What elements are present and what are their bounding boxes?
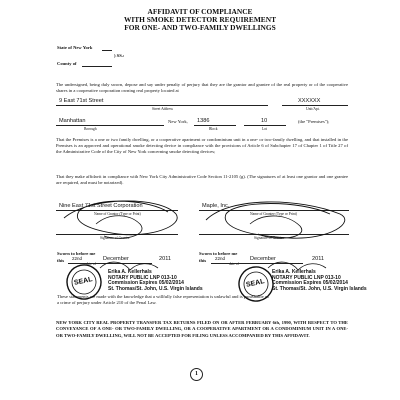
notary-right-name: Erika A. Kellerhals bbox=[272, 269, 316, 275]
unit-value: XXXXXX bbox=[298, 98, 321, 104]
left-notary-signature bbox=[100, 262, 158, 270]
sworn-left-year: 2011 bbox=[159, 256, 172, 262]
notary-left-commission: Commission Expires 05/02/2014 bbox=[108, 280, 184, 287]
title-line-1: AFFIDAVIT OF COMPLIANCE bbox=[147, 7, 253, 16]
affidavit-paragraph: That they make affidavit in compliance with New York City Administrative Code Section 11-2105 (g). (The signatures of at least one grantor and one grantee are required, and must be notarized). bbox=[56, 174, 348, 185]
title-line-2: WITH SMOKE DETECTOR REQUIREMENT bbox=[123, 15, 276, 25]
lot-caption: Lot bbox=[262, 127, 267, 131]
grantee-name-caption: Name of Grantee (Type or Print) bbox=[250, 212, 297, 216]
grantee-signature-caption: Signature of Grantee bbox=[254, 236, 284, 240]
perjury-line-1: These statements are made with the knowledge that a willfully false representation is unlawful and is punishable as bbox=[57, 294, 269, 299]
notary-left-name: Erika A. Kellerhals bbox=[108, 269, 152, 275]
block-value: 1386 bbox=[197, 118, 210, 124]
borough-value: Manhattan bbox=[59, 118, 86, 124]
grantee-signature-scribble bbox=[206, 202, 345, 238]
sworn-left-day: 22nd bbox=[72, 256, 83, 261]
notary-right-location: St. Thomas/St. John, U.S. Virgin Islands bbox=[272, 285, 367, 292]
grantor-signature-caption: Signature of Grantor bbox=[100, 236, 130, 240]
county-label: County of bbox=[57, 61, 77, 66]
sworn-left-line1: Sworn to before me bbox=[57, 251, 96, 256]
filing-requirement-paragraph: NEW YORK CITY REAL PROPERTY TRANSFER TAX RETURNS FILED ON OR AFTER FEBRUARY 6th, 1990, WITH RESPECT TO THE CONVEYANCE OF A ONE- OR TWO-FAMILY DWELLING, OR A COOPERATIVE APARTMENT OR A CONDOMINIUM UNIT IN A ONE- OR TWO-FAMILY DWELLING, WILL NOT BE ACCEPTED FOR FILING UNLESS ACCOMPANIED BY THIS AFFIDAVIT. bbox=[56, 320, 348, 338]
grantor-name-caption: Name of Grantor (Type or Print) bbox=[94, 212, 141, 216]
title-line-3: FOR ONE- AND TWO-FAMILY DWELLINGS bbox=[124, 23, 276, 33]
sworn-right-day-label: date of bbox=[229, 262, 239, 266]
city-label: New York, bbox=[168, 119, 188, 124]
ss-label: ) SS.: bbox=[114, 53, 125, 58]
lot-value: 10 bbox=[261, 118, 268, 124]
grantee-name-value: Maple, Inc. bbox=[202, 203, 230, 209]
notary-left-title: NOTARY PUBLIC LNP 013-10 bbox=[108, 274, 177, 281]
sworn-left-month: December bbox=[103, 256, 129, 262]
perjury-line-2: a crime of perjury under Article 210 of the Penal Law. bbox=[57, 299, 157, 305]
right-notary-signature bbox=[268, 262, 326, 270]
intro-paragraph: The undersigned, being duly sworn, depose and say under penalty of perjury that they are the grantor and grantee of the real property or of the cooperative shares in a cooperative corporation owning real property located at bbox=[56, 82, 348, 93]
left-seal-text: SEAL bbox=[73, 276, 94, 287]
street-caption: Street Address bbox=[152, 107, 173, 111]
state-label: State of New York bbox=[57, 45, 93, 50]
sworn-left-this: this bbox=[57, 258, 65, 263]
sworn-right-line1: Sworn to before me bbox=[199, 251, 238, 256]
sworn-left-day-label: date of bbox=[86, 262, 96, 266]
block-caption: Block bbox=[209, 127, 218, 131]
unit-caption: Unit/Apt. bbox=[306, 107, 320, 111]
grantor-signature-scribble bbox=[64, 201, 177, 235]
grantor-name-value: Nine East 71st Street Corporation bbox=[59, 203, 143, 209]
sworn-right-this: this bbox=[199, 258, 207, 263]
sworn-right-year: 2011 bbox=[312, 256, 325, 262]
right-seal-text: SEAL bbox=[245, 278, 266, 289]
street-address-value: 9 East 71st Street bbox=[59, 98, 104, 104]
sworn-right-day: 22nd bbox=[215, 256, 226, 261]
compliance-paragraph: That the Premises is a one or two family dwelling, or a cooperative apartment or condominium unit in a one- or two-family dwelling, and that installed in the Premises is an approved and operational smoke detecting device in compliance with the provisions of Article 6 of Subchapter 17 of Chapter 1 of Title 27 of the Administrative Code of the City of New York concerning smoke detecting devices; bbox=[56, 137, 348, 154]
notary-right-commission: Commission Expires 05/02/2014 bbox=[272, 280, 348, 287]
sworn-right-month: December bbox=[250, 256, 276, 262]
notary-right-title: NOTARY PUBLIC LNP 013-10 bbox=[272, 274, 341, 281]
premises-label: (the "Premises"); bbox=[298, 119, 330, 124]
borough-caption: Borough bbox=[84, 127, 97, 131]
notary-left-location: St. Thomas/St. John, U.S. Virgin Islands bbox=[108, 285, 203, 292]
page-number: 1 bbox=[190, 368, 203, 381]
